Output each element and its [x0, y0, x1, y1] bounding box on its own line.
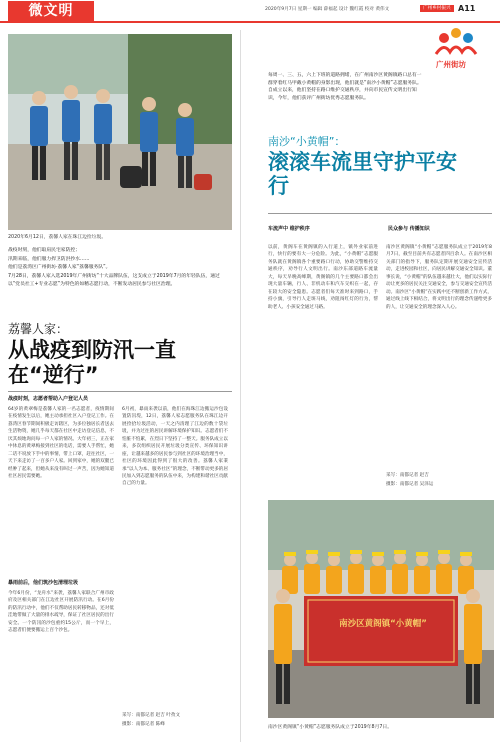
- left-article-col2: 6月初，暴雨来袭以前，他们在海珠江边搬运沙包设置防汛堤，12日，荔馨人家志愿服务队在珠江边开展捡拾垃圾活动，一天之内清理了江边的数十袋垃圾，并为过往的居民讲解环境保护知识。志愿者们不怕脏不怕累，在烈日下坚持了一整天。服务队成立以来，多次组织居民开展垃圾分类宣传、环保知识讲座，让越来越多的居民参与到社区的环境治理当中，社区的环境因此得到了很大的改善。荔馨人家秉承“以人为本、服务社区”的理念，不断带动更多的居民加入到志愿服务的队伍中来，为构建和谐社区贡献自己的力量。: [122, 407, 228, 487]
- intro-line: 他们是荔湾区广州街坊·荔馨人家“荔馨服务队”。: [8, 265, 111, 271]
- page-number: A11: [458, 4, 476, 13]
- issue-meta: 2020年9月7日 星期一 编辑 薛福起 设计 魏红霞 校对 黄伟文: [265, 7, 390, 12]
- logo-text: 广州街坊: [436, 60, 466, 69]
- volunteers-riverside-photo: [8, 34, 232, 230]
- intro-line: 战疫时刻，他们取肩民宅家防控；: [8, 248, 80, 253]
- section-tag: 广州乡村振兴: [420, 5, 454, 12]
- intro-line: 7月28日，荔馨人家入选2019年广州街坊“十大品牌队伍，这支成立于2019年7月的年轻队伍，通过以“党员社工+专业志愿”为特色的如精志愿行动，不断发动居民参与社区治理。: [8, 274, 220, 287]
- left-byline-photo: 摄影：南都记者 陈峰: [122, 722, 165, 727]
- right-article-col2: 南沙区黄阁镇“小黄帽”志愿服务队成立于2019年8月7日，截至目前共有志愿者四百余人。在南沙区相关部门的指导下，服务队定期开展交通安全宣传活动，走进校园和社区，向居民讲解交通安全知识。董事长说，“小黄帽”的队伍越来越壮大，他们以实际行动让更多的居民关注交通安全，参与交通安全宣传活动。南沙区“小黄帽”在实践中还不断创新工作方式，通过线上线下相结合，将文明出行的理念传递给更多的人，让交通安全的理念深入人心。: [386, 245, 492, 310]
- intro-line: 汛期来临，他们服力捍卫防洪抄水……: [8, 256, 90, 262]
- divider: [268, 213, 492, 214]
- yellow-cap-volunteers-photo: [268, 500, 494, 718]
- right-article-col1: 以前，黄阁车在黄阁镇的入行道上，镇外业家前进行，快行的要有大一分危险。为此，“小黄帽”志愿服务队就在黄阁镇各个重要路口行动，协助交警维持交通秩序，劝导行人文明出行。南沙东部道路车流量大，每天早晚高峰期，黄阁镇的几个主要路口都会出现大量车辆，行人、非机动车和汽车交织在一起，存在较大的安全隐患。志愿者们每天准时来到路口，手持小旗，引导行人走斑马线，劝阻闯红灯的行为，帮助老人、小孩安全通过马路。: [268, 245, 378, 310]
- photo-caption-right: 南沙区黄阁镇“小黄帽”志愿服务队成立于2019年8月7日。: [268, 725, 393, 730]
- left-byline-writer: 采写：南都记者 赵吉 叶孜文: [122, 713, 181, 718]
- left-intro: [8, 247, 226, 289]
- left-article-title: 从战疫到防汛一直在“逆行”: [8, 338, 176, 387]
- left-article-col1: 64岁的黄翠梅是荔馨人家的一名志愿者，疫情期间在疫情发生以后，她主动承担社区入户登记工作。在荔湾区春节期间积极走访辖区，为多位独居长者送去生活物资，她几乎每天都在社区中走访登记信息，不厌其烦地询问每一户人家的情况。大年初三，正在家中休息的黄翠梅接到社区的电话，需要人手帮忙，她二话不说放下手中的事情，带上口罩，赶往社区，一天下来走访了一百多户人家。回到家中，她的双腿已经肿了起来，但她从来没有叫过一声苦，因为她知道社区居民需要她。: [8, 407, 114, 479]
- photo-caption-left: 2020年6月12日，荔馨人家在珠江边捡垃圾。: [8, 235, 107, 240]
- left-subhead-2: 暴雨前后，他们筑沙包清理垃圾: [8, 580, 79, 586]
- divider: [8, 391, 232, 392]
- photo-banner-text: 南沙区黄阁镇“小黄帽”: [339, 619, 427, 629]
- right-subhead-1: 车流声中 维护秩序: [268, 226, 310, 232]
- right-subhead-2: 民众参与 传播知识: [388, 226, 430, 232]
- column-separator: [240, 30, 241, 742]
- right-byline-writer: 采写：南都记者 赵吉: [386, 473, 429, 478]
- right-article-kicker: 南沙“小黄帽”：: [268, 135, 346, 148]
- left-subhead-1: 战疫时刻，志愿者帮助入户登记人员: [8, 396, 89, 402]
- right-byline-photo: 摄影：南都记者 吴泽运: [386, 482, 434, 487]
- left-article-col1b: 今年6月份，“龙舟水”来袭，荔馨人家联合广州市政府及区相关部门在江边社区开展防汛行动。在6月份的防汛行动中，他们不仅帮助居民转移物品，还对低洼地带做了大量的排水疏导，保证了社区居民的出行安全。一个防汛的沙包重约15公斤，而一个早上，志愿者们便要搬运上百个沙包。: [8, 591, 114, 634]
- section-title: 微文明: [8, 1, 94, 21]
- right-article-title: 滚滚车流里守护平安行: [268, 150, 457, 198]
- right-intro: 每周一、三、五，六上下班的道路拥堵，在广州南沙区黄阁镇路口总有一群穿着红马甲戴小黄帽的身影出现，他们就是“南沙小黄帽”志愿服务队。自成立以来，他们坚持在路口维护交通秩序，并向市民宣传文明出行知识，今年，他们获评广州街坊优秀志愿服务队。: [268, 73, 422, 102]
- left-article-kicker: 荔馨人家：: [8, 322, 69, 336]
